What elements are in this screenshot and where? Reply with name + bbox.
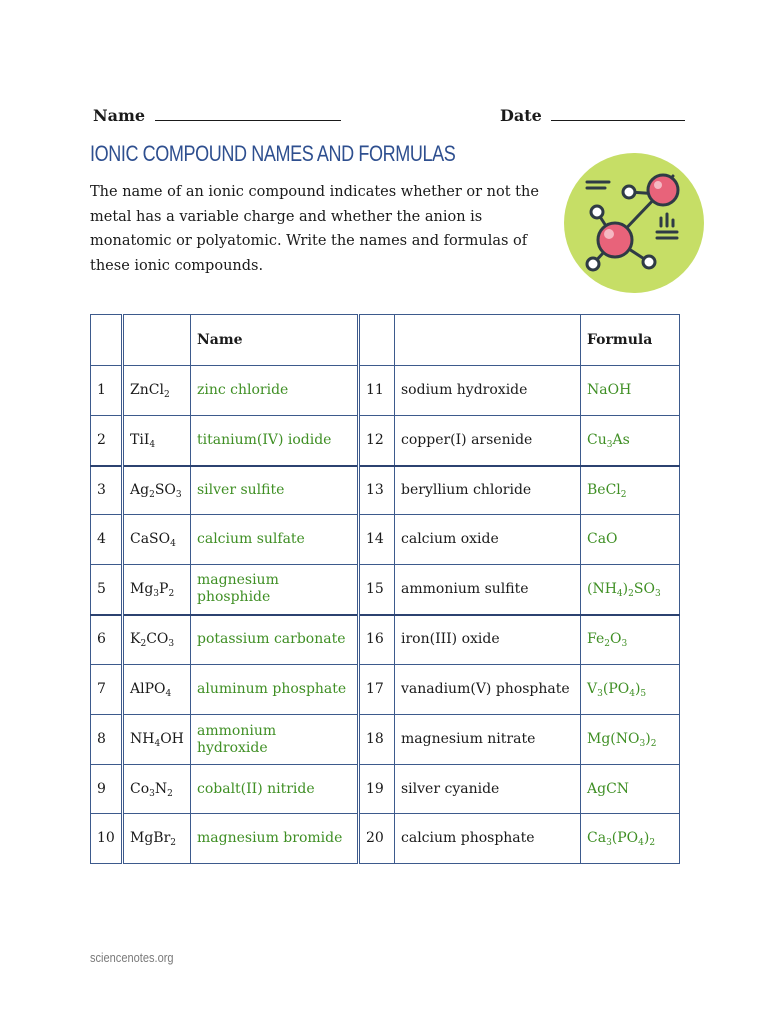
table-row	[91, 466, 680, 515]
formula-cell: MgBr$_2$	[123, 814, 191, 864]
row-number: 2	[91, 416, 123, 466]
answer-formula-cell[interactable]: $(NH_4)_2SO_3$	[581, 565, 680, 615]
name-cell: calcium phosphate	[395, 814, 581, 864]
row-number: 18	[359, 715, 395, 765]
page-title: IONIC COMPOUND NAMES AND FORMULAS	[90, 141, 456, 166]
name-cell: silver cyanide	[395, 765, 581, 814]
header-name-left: Name	[191, 315, 359, 366]
formula-cell: $K_2CO_3$	[123, 615, 191, 665]
answer-formula-cell[interactable]: $Ca_3(PO_4)_2$	[581, 814, 680, 864]
name-cell: copper(I) arsenide	[395, 416, 581, 466]
answer-name-cell[interactable]: aluminum phosphate	[191, 665, 359, 715]
formula-cell: CaSO$_4$	[123, 515, 191, 565]
row-number: 1	[91, 366, 123, 416]
formula-cell: AlPO$_4$	[123, 665, 191, 715]
row-number: 13	[359, 466, 395, 515]
table-row	[91, 715, 680, 765]
answer-name-cell[interactable]: potassium carbonate	[191, 615, 359, 665]
row-number: 8	[91, 715, 123, 765]
name-cell: iron(III) oxide	[395, 615, 581, 665]
answer-name-cell[interactable]: titanium(IV) iodide	[191, 416, 359, 466]
answer-formula-cell[interactable]: $V_3(PO_4)_5$	[581, 665, 680, 715]
answer-formula-cell[interactable]: $Fe_2O_3$	[581, 615, 680, 665]
date-blank-line[interactable]	[551, 106, 685, 121]
table-header-row	[91, 315, 680, 366]
answer-formula-cell[interactable]: $Mg(NO_3)_2$	[581, 715, 680, 765]
row-number: 7	[91, 665, 123, 715]
row-number: 11	[359, 366, 395, 416]
name-cell: vanadium(V) phosphate	[395, 665, 581, 715]
answer-formula-cell[interactable]: CaO	[581, 515, 680, 565]
row-number: 20	[359, 814, 395, 864]
name-cell: beryllium chloride	[395, 466, 581, 515]
row-number: 3	[91, 466, 123, 515]
footer-source[interactable]: sciencenotes.org	[90, 950, 174, 965]
header-number	[91, 315, 123, 366]
header-number-right	[359, 315, 395, 366]
name-field	[93, 106, 341, 125]
row-number: 15	[359, 565, 395, 615]
row-number: 10	[91, 814, 123, 864]
row-number: 14	[359, 515, 395, 565]
header-formula-right: Formula	[581, 315, 680, 366]
answer-formula-cell[interactable]: NaOH	[581, 366, 680, 416]
answer-formula-cell[interactable]: $Cu_3As$	[581, 416, 680, 466]
name-cell: ammonium sulfite	[395, 565, 581, 615]
worksheet-table	[90, 314, 680, 864]
name-cell: calcium oxide	[395, 515, 581, 565]
formula-cell: $Co_3N_2$	[123, 765, 191, 814]
name-cell: magnesium nitrate	[395, 715, 581, 765]
name-cell: sodium hydroxide	[395, 366, 581, 416]
intro-paragraph: The name of an ionic compound indicates whether or not the metal has a variable charge and whether the anion is monatomic or polyatomic. Write the names and formulas of these ionic compounds.	[90, 184, 539, 274]
date-label: Date	[500, 106, 542, 125]
answer-name-cell[interactable]: silver sulfite	[191, 466, 359, 515]
formula-cell: TiI$_4$	[123, 416, 191, 466]
table-row	[91, 416, 680, 466]
formula-cell: $NH_4OH$	[123, 715, 191, 765]
answer-name-cell[interactable]: cobalt(II) nitride	[191, 765, 359, 814]
answer-name-cell[interactable]: ammonium hydroxide	[191, 715, 359, 765]
name-blank-line[interactable]	[155, 106, 341, 121]
table-row	[91, 565, 680, 615]
header-formula-left	[123, 315, 191, 366]
row-number: 17	[359, 665, 395, 715]
table-row	[91, 515, 680, 565]
row-number: 9	[91, 765, 123, 814]
answer-formula-cell[interactable]: BeCl$_2$	[581, 466, 680, 515]
table-row	[91, 765, 680, 814]
answer-name-cell[interactable]: magnesium phosphide	[191, 565, 359, 615]
row-number: 19	[359, 765, 395, 814]
table-row	[91, 615, 680, 665]
header-name-right	[395, 315, 581, 366]
row-number: 16	[359, 615, 395, 665]
table-row	[91, 665, 680, 715]
answer-name-cell[interactable]: calcium sulfate	[191, 515, 359, 565]
row-number: 6	[91, 615, 123, 665]
name-label: Name	[93, 106, 146, 125]
row-number: 5	[91, 565, 123, 615]
formula-cell: $Mg_3P_2$	[123, 565, 191, 615]
answer-name-cell[interactable]: zinc chloride	[191, 366, 359, 416]
answer-name-cell[interactable]: magnesium bromide	[191, 814, 359, 864]
table-row	[91, 366, 680, 416]
formula-cell: $Ag_2SO_3$	[123, 466, 191, 515]
formula-cell: ZnCl$_2$	[123, 366, 191, 416]
molecule-icon	[563, 152, 705, 294]
date-field	[500, 106, 685, 125]
row-number: 4	[91, 515, 123, 565]
row-number: 12	[359, 416, 395, 466]
answer-formula-cell[interactable]: AgCN	[581, 765, 680, 814]
table-row	[91, 814, 680, 864]
